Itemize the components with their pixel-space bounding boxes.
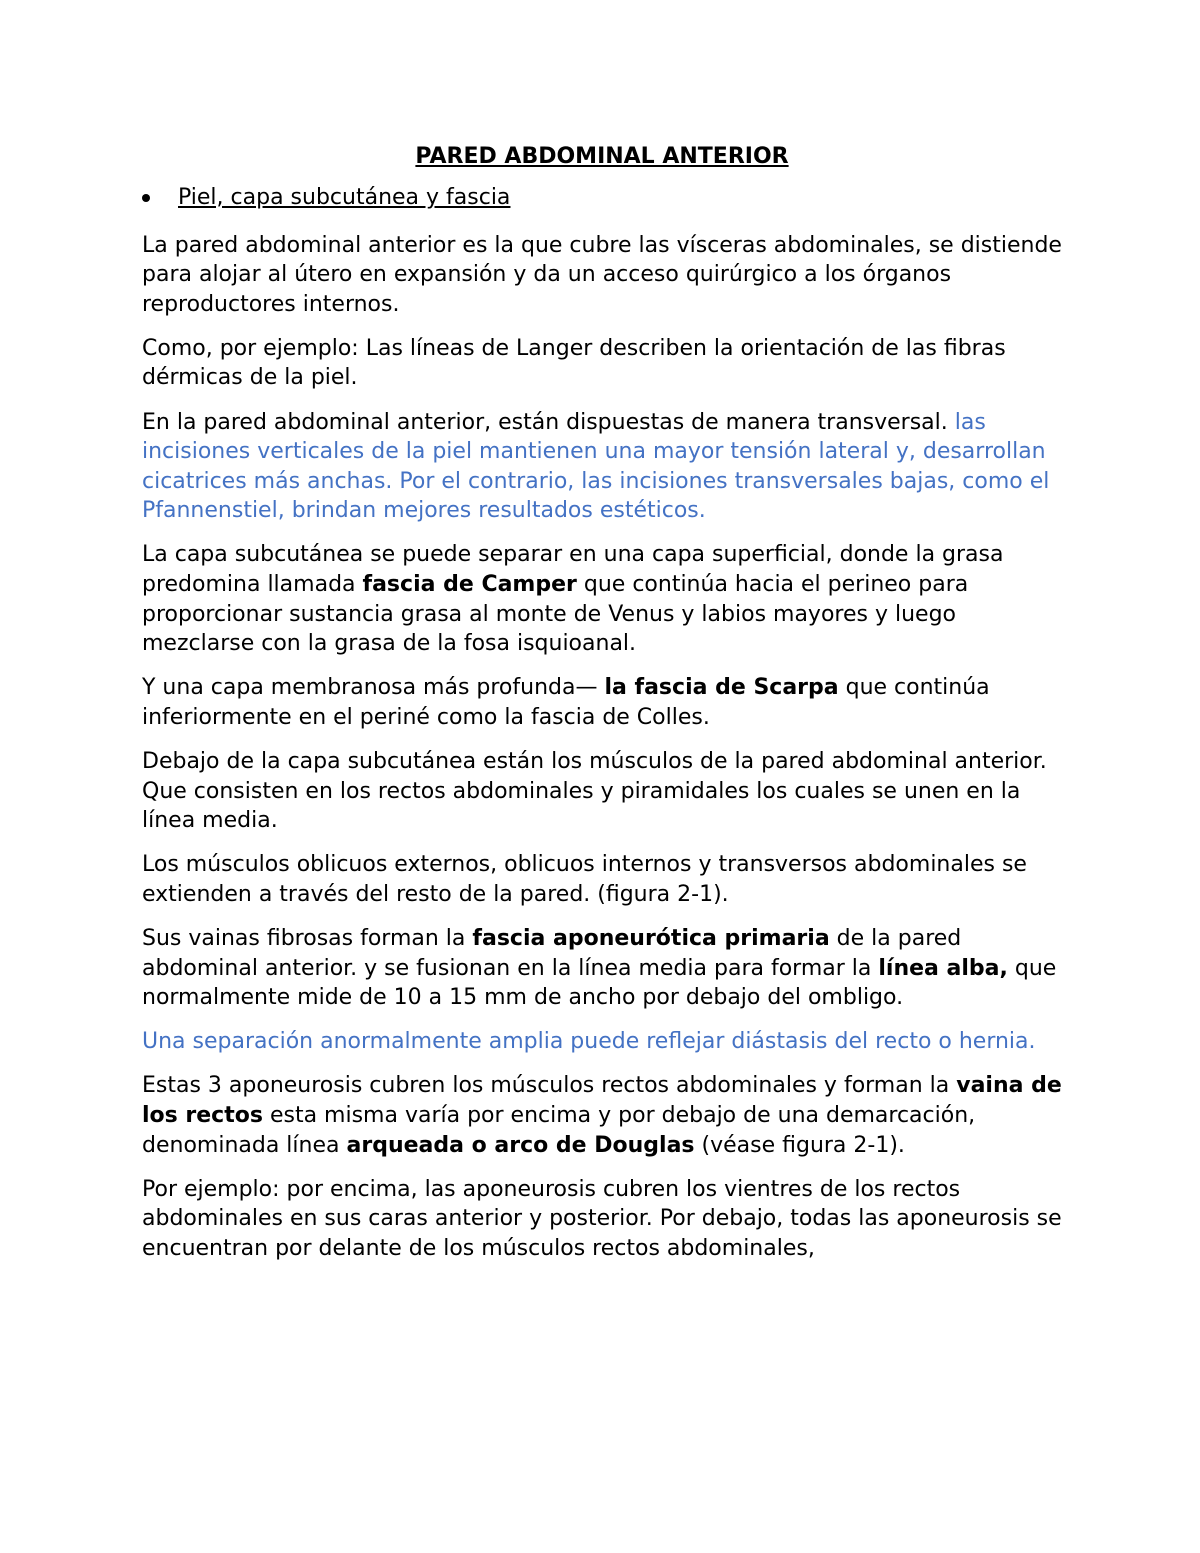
- paragraph-5-text-a: Y una capa membranosa más profunda—: [142, 675, 605, 701]
- paragraph-3-highlight: las incisiones verticales de la piel mantienen una mayor tensión lateral y, desarrollan cicatrices más anchas. Por el contrario, las incisiones transversales bajas, como el Pfannenstiel, brindan mejores resultados estéticos.: [142, 409, 1050, 524]
- paragraph-10: [142, 1071, 1062, 1160]
- paragraph-3: [142, 408, 1062, 526]
- paragraph-4: [142, 540, 1062, 658]
- paragraph-4-text-a: La capa subcutánea se puede separar en una capa superficial, donde la grasa predomina llamada: [142, 542, 1004, 598]
- paragraph-9: Una separación anormalmente amplia puede reflejar diástasis del recto o hernia.: [142, 1029, 1036, 1055]
- paragraph-8: [142, 924, 1062, 1013]
- paragraph-8-text-b: de la pared abdominal anterior. y se fusionan en la línea media para formar la: [142, 925, 962, 981]
- bullet-dot-icon: [142, 194, 150, 202]
- term-arco-douglas: arqueada o arco de Douglas: [346, 1132, 695, 1158]
- paragraph-8-text-a: Sus vainas fibrosas forman la: [142, 925, 473, 951]
- paragraph-5-text-b: que continúa inferiormente en el periné como la fascia de Colles.: [142, 675, 990, 730]
- document-body: [142, 142, 1062, 1278]
- paragraph-8-text-c: que normalmente mide de 10 a 15 mm de ancho por debajo del ombligo.: [142, 955, 1057, 1011]
- term-linea-alba: línea alba,: [878, 955, 1008, 981]
- term-vaina-rectos: vaina de los rectos: [142, 1073, 1062, 1128]
- bullet-label: Piel, capa subcutánea y fascia: [178, 185, 511, 210]
- term-fascia-aponeurotica: fascia aponeurótica primaria: [472, 925, 830, 951]
- paragraph-3-text: En la pared abdominal anterior, están dispuestas de manera transversal.: [142, 409, 955, 435]
- paragraph-10-text-c: (véase figura 2-1).: [694, 1132, 905, 1158]
- term-fascia-scarpa: la fascia de Scarpa: [604, 675, 839, 701]
- paragraph-10-text-b: esta misma varía por encima y por debajo de una demarcación, denominada línea: [142, 1102, 976, 1158]
- paragraph-4-text-b: que continúa hacia el perineo para proporcionar sustancia grasa al monte de Venus y labios mayores y luego mezclarse con la grasa de la fosa isquioanal.: [142, 572, 969, 657]
- bullet-item: [142, 183, 1062, 213]
- paragraph-5: [142, 673, 1062, 732]
- paragraph-6: Debajo de la capa subcutánea están los músculos de la pared abdominal anterior. Que consisten en los rectos abdominales y piramidales los cuales se unen en la línea media.: [142, 749, 1047, 834]
- page-title: PARED ABDOMINAL ANTERIOR: [415, 144, 789, 169]
- paragraph-2: Como, por ejemplo: Las líneas de Langer describen la orientación de las fibras dérmicas de la piel.: [142, 335, 1006, 391]
- term-fascia-camper: fascia de Camper: [362, 572, 577, 598]
- paragraph-11: Por ejemplo: por encima, las aponeurosis cubren los vientres de los rectos abdominales en sus caras anterior y posterior. Por debajo, todas las aponeurosis se encuentran por delante de los músculos rectos abdominales,: [142, 1176, 1062, 1261]
- paragraph-7: Los músculos oblicuos externos, oblicuos internos y transversos abdominales se extienden a través del resto de la pared. (figura 2-1).: [142, 852, 1027, 907]
- paragraph-1: La pared abdominal anterior es la que cubre las vísceras abdominales, se distiende para alojar al útero en expansión y da un acceso quirúrgico a los órganos reproductores internos.: [142, 232, 1062, 317]
- paragraph-10-text-a: Estas 3 aponeurosis cubren los músculos rectos abdominales y forman la: [142, 1073, 957, 1099]
